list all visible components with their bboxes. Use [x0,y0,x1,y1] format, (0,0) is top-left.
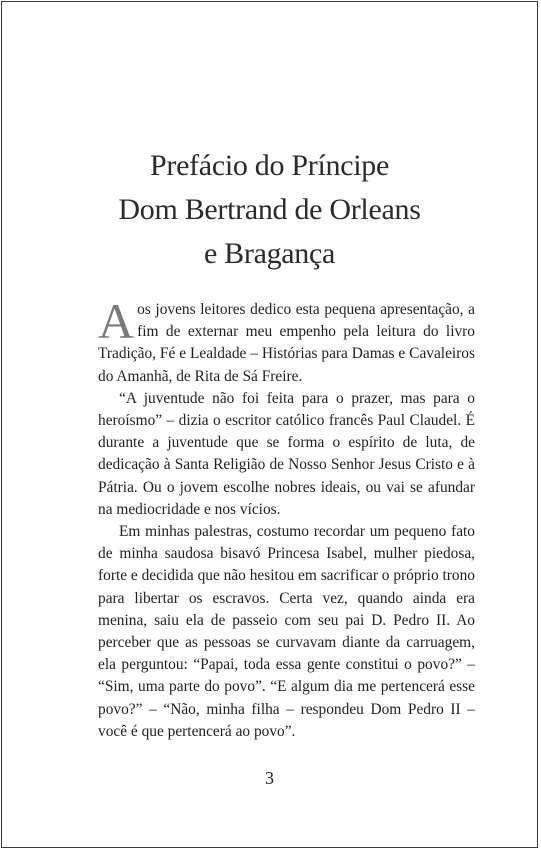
chapter-title [2,144,537,276]
paragraph-1 [98,293,475,388]
title-line-1: Prefácio do Príncipe [150,149,389,182]
paragraph-1-text: os jovens leitores dedico esta pequena apresentação, a fim de externar meu empenho pela leitura do livro Tradição, Fé e Lealdade – Histórias para Damas e Cavaleiros do Amanhã, de Rita de Sá Freire. [98,301,475,385]
paragraph-3: Em minhas palestras, costumo recordar um pequeno fato de minha saudosa bisavó Princesa Isabel, mulher piedosa, forte e decidida que não hesitou em sacrificar o próprio trono para libertar os escravos. Certa vez, quando ainda era menina, saiu ela de passeio com seu pai D. Pedro II. Ao perceber que as pessoas se curvavam diante da carruagem, ela perguntou: “Papai, toda essa gente constitui o povo?” – “Sim, uma parte do povo”. “E algum dia me pertencerá esse povo?” – “Não, minha filha – respondeu Dom Pedro II – você é que pertencerá ao povo”. [98,523,475,740]
title-line-2: Dom Bertrand de Orleans [118,193,421,226]
title-line-3: e Bragança [203,237,336,270]
body-text [98,293,475,743]
drop-cap: A [98,293,135,349]
page-number: 3 [265,768,274,788]
paragraph-2: “A juventude não foi feita para o prazer, mas para o heroísmo” – dizia o escritor católico francês Paul Claudel. É durante a juventude que se forma o espírito de luta, de dedicação à Santa Religião de Nosso Senhor Jesus Cristo e à Pátria. Ou o jovem escolhe nobres ideais, ou vai se afundar na mediocridade e nos vícios. [98,389,475,518]
book-page [1,1,538,848]
